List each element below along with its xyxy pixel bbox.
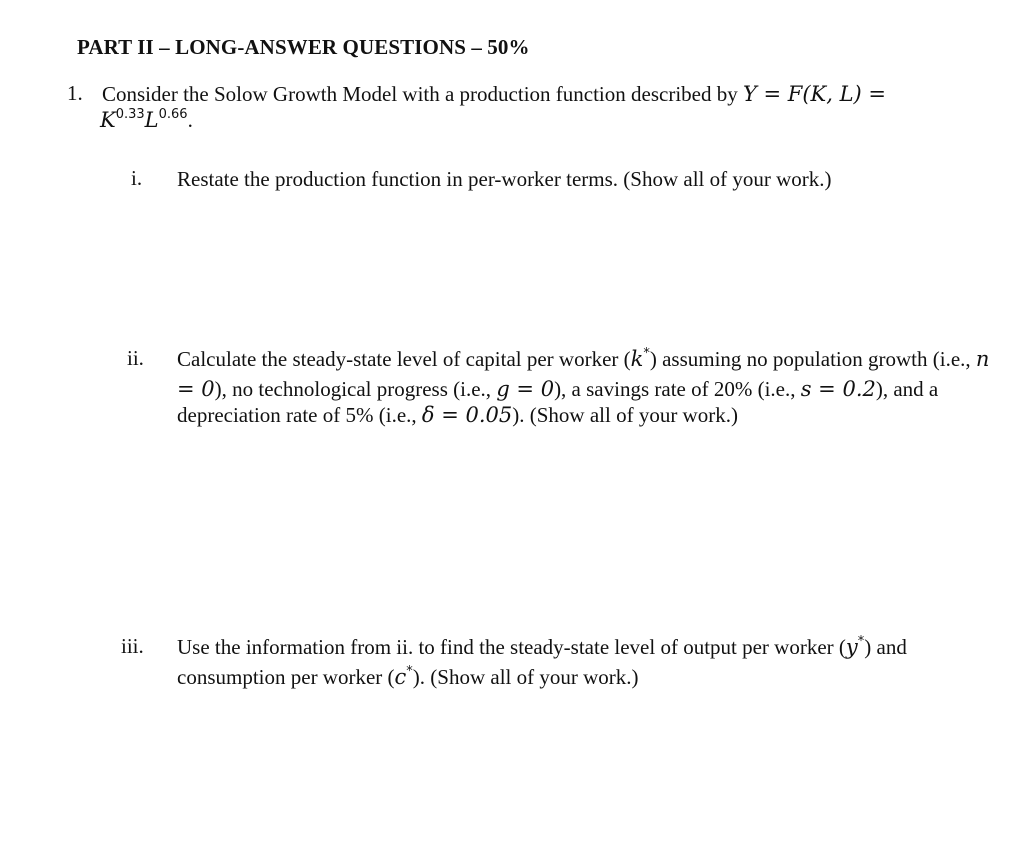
subquestion-ii-part-a: Calculate the steady-state level of capital per worker ( (177, 347, 631, 371)
c-star-asterisk: * (406, 664, 413, 679)
s-equation: s = 0.2 (800, 377, 876, 401)
g-equation: g = 0 (496, 377, 555, 401)
subquestion-label-iii: iii. (121, 634, 144, 658)
production-function-rhs (100, 107, 982, 137)
labor-exponent: 0.66 (158, 107, 188, 122)
subquestion-label-i: i. (131, 166, 143, 190)
subquestion-text-i: Restate the production function in per-worker terms. (Show all of your work.) (177, 167, 832, 191)
subquestion-iii-part-a: Use the information from ii. to find the steady-state level of output per worker ( (177, 635, 846, 659)
k-star-asterisk: * (643, 346, 650, 361)
y-star-symbol: y (845, 635, 858, 659)
subquestion-ii-part-c: ), no technological progress (i.e., (214, 377, 497, 401)
question-number: 1. (67, 81, 83, 105)
section-title: PART II – LONG-ANSWER QUESTIONS – 50% (77, 35, 530, 59)
k-star-symbol: k (630, 347, 644, 371)
subquestion-ii-part-f: ). (Show all of your work.) (512, 403, 738, 427)
subquestion-label-ii: ii. (127, 346, 144, 370)
subquestion-ii-part-e: ), and a depreciation rate of 5% (i.e., (177, 377, 939, 427)
y-star-asterisk: * (857, 634, 865, 649)
question-text (102, 81, 982, 137)
subquestion-ii-part-d: ), a savings rate of 20% (i.e., (554, 377, 801, 401)
subquestion-iii-part-c: ). (Show all of your work.) (412, 665, 639, 689)
subquestion-text-iii (177, 634, 997, 694)
c-star-symbol: c (394, 665, 407, 689)
production-function-lhs: Y = F(K, L) = (742, 82, 887, 106)
subquestion-text-ii (177, 346, 997, 428)
delta-equation: δ = 0.05 (421, 403, 513, 427)
formula-period: . (187, 108, 193, 132)
capital-exponent: 0.33 (115, 107, 145, 122)
capital-symbol: K (100, 108, 116, 132)
n-equation: n = 0 (177, 347, 990, 401)
subquestion-ii-part-b: ) assuming no population growth (i.e., (649, 347, 976, 371)
labor-symbol: L (144, 108, 159, 132)
question-intro: Consider the Solow Growth Model with a production function described by (102, 82, 743, 106)
subquestion-iii-part-b: ) and consumption per worker ( (177, 635, 907, 689)
